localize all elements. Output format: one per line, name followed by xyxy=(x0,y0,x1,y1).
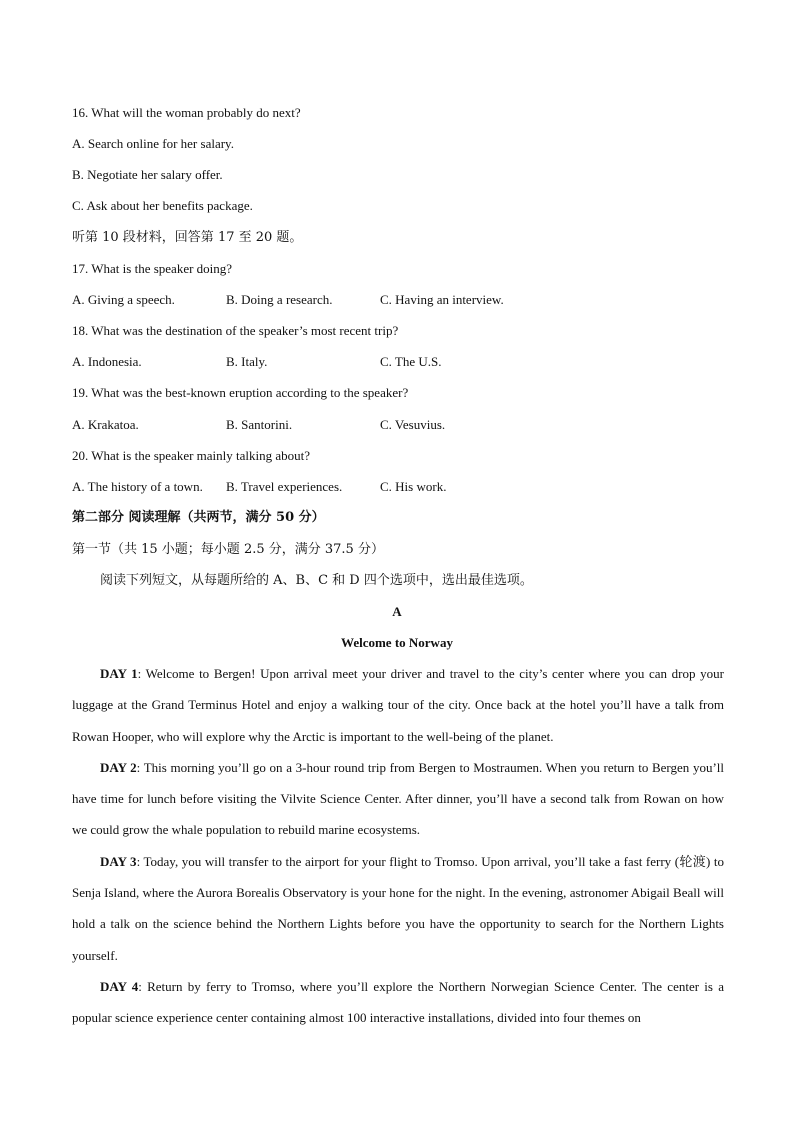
passage-body xyxy=(72,658,724,1034)
day-4-label: DAY 4 xyxy=(100,978,139,994)
day-1-paragraph xyxy=(72,658,724,752)
passage-letter: A xyxy=(392,604,402,619)
question-18-option-a: A. Indonesia. xyxy=(72,354,142,369)
reading-instruction: 阅读下列短文，从每题所给的 A、B、C 和 D 四个选项中，选出最佳选项。 xyxy=(100,573,533,588)
question-19-option-b: B. Santorini. xyxy=(226,417,293,432)
day-4-paragraph xyxy=(72,971,724,1034)
question-19-stem: 19. What was the best-known eruption according to the speaker? xyxy=(72,385,409,400)
question-18-option-b: B. Italy. xyxy=(226,354,268,369)
question-17-stem: 17. What is the speaker doing? xyxy=(72,261,233,276)
day-2-text: : This morning you’ll go on a 3-hour round trip from Bergen to Mostraumen. When you return to Bergen you’ll have time for lunch before visiting the Vilvite Science Center. After dinner, you’ll have a second talk from Rowan on how we could grow the whale population to rebuild marine ecosystems. xyxy=(72,759,724,838)
question-17-option-c: C. Having an interview. xyxy=(380,292,504,307)
question-19-option-c: C. Vesuvius. xyxy=(380,417,446,432)
question-20-stem: 20. What is the speaker mainly talking about? xyxy=(72,448,311,463)
question-20-option-c: C. His work. xyxy=(380,479,447,494)
day-2-label: DAY 2 xyxy=(100,759,137,775)
question-16-option-a: A. Search online for her salary. xyxy=(72,136,234,151)
question-17-option-b: B. Doing a research. xyxy=(226,292,333,307)
part-2-heading: 第二部分 阅读理解（共两节，满分 50 分） xyxy=(72,510,325,525)
question-17-option-a: A. Giving a speech. xyxy=(72,292,175,307)
question-18-stem: 18. What was the destination of the speaker’s most recent trip? xyxy=(72,323,399,338)
day-1-label: DAY 1 xyxy=(100,666,138,681)
question-20-option-b: B. Travel experiences. xyxy=(226,479,343,494)
question-20-option-a: A. The history of a town. xyxy=(72,479,203,494)
day-1-text: : Welcome to Bergen! Upon arrival meet your driver and travel to the city’s center where you can drop your luggage at the Grand Terminus Hotel and enjoy a walking tour of the city. Once back at the hotel you’ll have a talk from Rowan Hooper, who will explore why the Arctic is important to the well-being of the planet. xyxy=(72,666,724,744)
question-18-option-c: C. The U.S. xyxy=(380,354,442,369)
question-19-option-a: A. Krakatoa. xyxy=(72,417,139,432)
section-1-heading: 第一节（共 15 小题；每小题 2.5 分，满分 37.5 分） xyxy=(72,542,384,557)
question-16-stem: 16. What will the woman probably do next? xyxy=(72,105,301,120)
section-10-instruction: 听第 10 段材料，回答第 17 至 20 题。 xyxy=(72,230,303,245)
day-3-text: : Today, you will transfer to the airport for your flight to Tromso. Upon arrival, you’ll take a fast ferry (轮渡) to Senja Island, where the Aurora Borealis Observatory is your hone for the night. In the evening, astronomer Abigail Beall will hold a talk on the science behind the Northern Lights before you have the opportunity to search for the Northern Lights yourself. xyxy=(72,853,725,963)
day-4-text: : Return by ferry to Tromso, where you’ll explore the Northern Norwegian Science Center. The center is a popular science experience center containing almost 100 interactive installations, divided into four themes on xyxy=(72,978,724,1026)
day-3-label: DAY 3 xyxy=(100,853,137,869)
passage-title: Welcome to Norway xyxy=(341,635,453,650)
day-2-paragraph xyxy=(72,752,724,846)
question-16-option-b: B. Negotiate her salary offer. xyxy=(72,167,223,182)
question-16-option-c: C. Ask about her benefits package. xyxy=(72,198,253,213)
day-3-paragraph xyxy=(72,846,724,971)
